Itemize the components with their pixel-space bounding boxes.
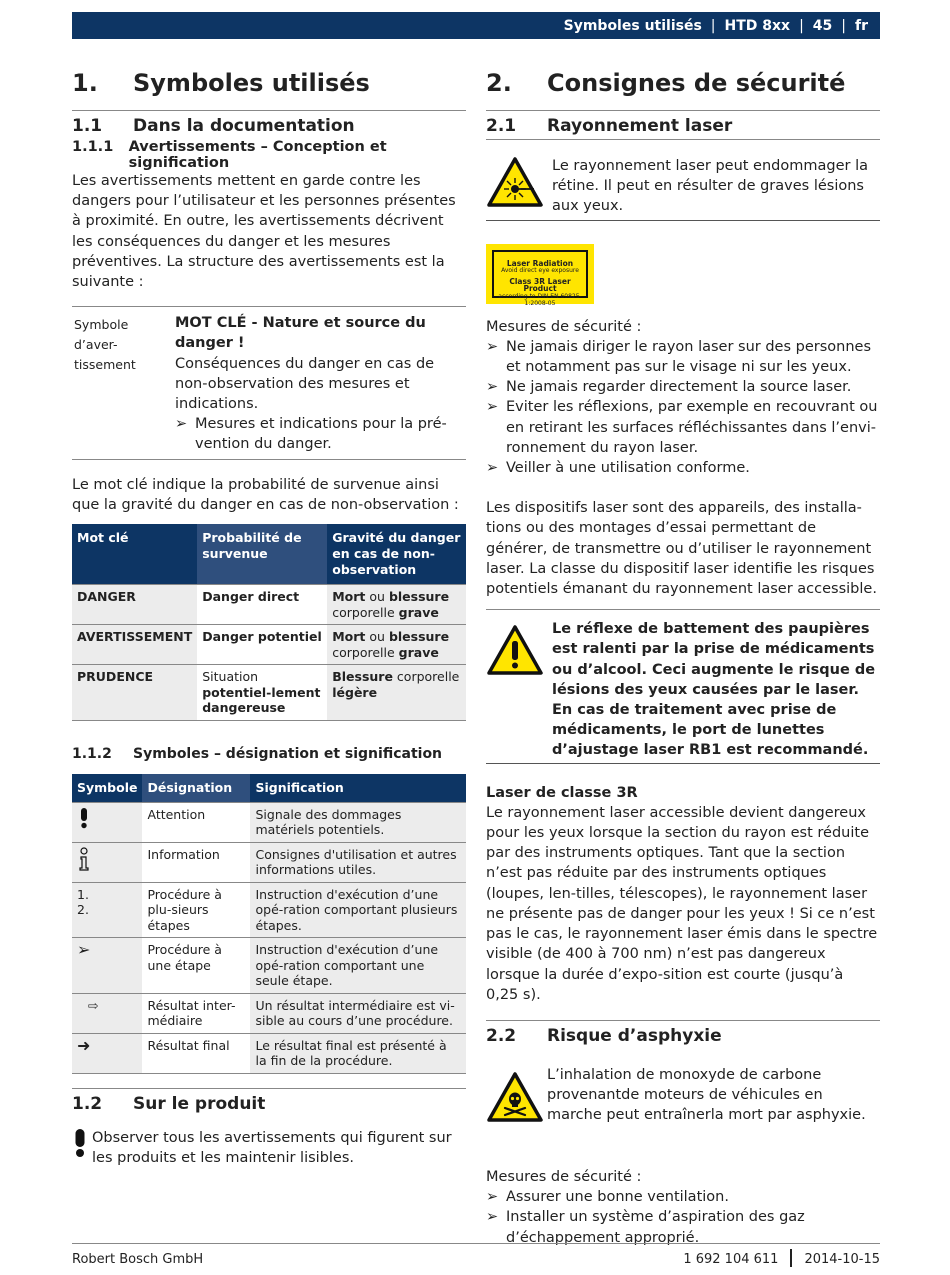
header-separator: | bbox=[799, 17, 804, 34]
heading-title: Symboles – désignation et signification bbox=[133, 745, 443, 762]
cell-text: corporelle bbox=[332, 604, 399, 620]
heading-title: Rayonnement laser bbox=[547, 116, 733, 136]
table-header: Gravité du danger en cas de non-observation bbox=[327, 524, 466, 585]
table-cell: Procédure à plu-sieurs étapes bbox=[142, 882, 250, 938]
info-icon bbox=[77, 859, 91, 874]
table-cell: Un résultat intermédiaire est vi-sible au cours d’une procédure. bbox=[250, 993, 466, 1033]
list-item bbox=[486, 1187, 880, 1207]
arrow-icon: ➢ bbox=[486, 1209, 499, 1226]
symbols-table bbox=[72, 774, 466, 1074]
laser-warning-text: Le rayonnement laser peut endommager la rétine. Il peut en résulter de graves lésions aux yeux. bbox=[552, 158, 868, 215]
arrow-icon: ➢ bbox=[486, 460, 499, 477]
table-cell: Instruction d'exécution d’une opé-ration comportant plusieurs étapes. bbox=[250, 882, 466, 938]
class-text: Le rayonnement laser accessible devient dangereux pour les yeux lorsque la section du rayon est réduite par des instruments optiques. Tant que la section n’est pas réduite par des instruments optiques (loupes, len-tilles, télescopes), le rayonnement laser ne présente pas de danger pour les yeux ! Si ce n’est pas le cas, le rayonnement laser émis dans le spectre visible (de 400 à 700 nm) n’est pas dangereux lorsque la durée d’expo-sition est courte (jusqu’à 0,25 s). bbox=[486, 804, 878, 1003]
table-row bbox=[72, 625, 466, 665]
heading-asphyxia bbox=[486, 1020, 880, 1049]
footer-company: Robert Bosch GmbH bbox=[72, 1252, 204, 1267]
heading-title: Avertissements – Conception et signification bbox=[128, 139, 387, 171]
label-line: Class 3R Laser Product bbox=[509, 276, 571, 294]
cell-text: grave bbox=[398, 644, 439, 660]
heading-number: 1.1 bbox=[72, 116, 103, 136]
cell-text: corporelle bbox=[332, 644, 399, 660]
list-item bbox=[486, 337, 880, 377]
footer-doc-number: 1 692 104 611 bbox=[683, 1252, 779, 1267]
table-header: Mot clé bbox=[72, 524, 197, 585]
cell-text: Danger direct bbox=[202, 589, 300, 605]
list-item bbox=[486, 458, 880, 478]
cell-text: potentiel-lement dangereuse bbox=[202, 684, 321, 716]
table-cell: Le résultat final est présenté à la fin de la procédure. bbox=[250, 1033, 466, 1073]
table-header: Désignation bbox=[142, 774, 250, 803]
list-item-text: Eviter les réflexions, par exemple en recouvrant ou en retirant les surfaces réfléchissantes dans l’envi-ronnement du rayon laser. bbox=[506, 399, 878, 456]
blink-warning-text: Le réflexe de battement des paupières est ralenti par la prise de médicaments ou d’alcool. Ceci augmente le risque de lésions des yeux causées par le laser. En cas de traitement avec prise de médicaments, le port de lunettes d’ajustage laser RB1 est recommandé. bbox=[552, 621, 876, 759]
cell-text: légère bbox=[332, 684, 378, 700]
bold-arrow-icon: ➜ bbox=[77, 1035, 91, 1055]
heading-laser bbox=[486, 110, 880, 140]
table-row bbox=[72, 993, 466, 1033]
heading-number: 1.1.2 bbox=[72, 745, 112, 762]
exclamation-icon bbox=[72, 1128, 92, 1168]
table-cell: PRUDENCE bbox=[72, 665, 197, 721]
table-cell: Procédure à une étape bbox=[142, 938, 250, 994]
page-footer bbox=[72, 1243, 880, 1267]
list-item-text: Ne jamais diriger le rayon laser sur des personnes et notamment pas sur le visage ni sur les yeux. bbox=[506, 338, 871, 376]
heading-documentation bbox=[72, 110, 466, 139]
laser-devices-text: Les dispositifs laser sont des appareils, des installa-tions ou des montages d’essai permettant de générer, de transmettre ou d’utiliser le rayonnement laser. La classe du dispositif laser identifie les risques potentiels émanant du rayonnement laser accessible. bbox=[486, 500, 877, 598]
laser-label-content bbox=[492, 250, 588, 308]
warning-structure-line3: Mesures et indications pour la pré-vention du danger. bbox=[195, 416, 447, 453]
outline-arrow-icon: ⇨ bbox=[88, 997, 99, 1013]
table-row bbox=[72, 842, 466, 882]
list-item-text: Installer un système d’aspiration des gaz d’échappement approprié. bbox=[506, 1209, 805, 1246]
header-page-number: 45 bbox=[812, 17, 833, 34]
arrow-icon: ➢ bbox=[486, 399, 499, 416]
cell-text: blessure bbox=[388, 629, 450, 645]
header-separator: | bbox=[710, 17, 716, 34]
list-item-text: Assurer une bonne ventilation. bbox=[506, 1189, 729, 1206]
measures-title: Mesures de sécurité : bbox=[486, 318, 642, 335]
list-item-text: Veiller à une utilisation conforme. bbox=[506, 460, 750, 477]
table-cell: Résultat inter-médiaire bbox=[142, 993, 250, 1033]
measures-list bbox=[486, 337, 880, 478]
warning-structure-box bbox=[72, 306, 466, 459]
page-header bbox=[72, 12, 880, 39]
heading-number: 1.1.1 bbox=[72, 139, 114, 155]
table-cell bbox=[72, 938, 142, 994]
heading-number: 1.2 bbox=[72, 1093, 103, 1114]
header-separator: | bbox=[841, 17, 846, 34]
heading-safety bbox=[486, 66, 880, 100]
table-cell bbox=[327, 585, 466, 625]
measures2-title: Mesures de sécurité : bbox=[486, 1168, 642, 1185]
warning-structure-measure bbox=[175, 414, 466, 454]
cell-text: Situation bbox=[202, 669, 259, 685]
heading-symbols bbox=[72, 66, 466, 100]
table-cell: Information bbox=[142, 842, 250, 882]
table-cell bbox=[327, 665, 466, 721]
label-line: Laser Radiation bbox=[506, 258, 574, 268]
table-cell bbox=[197, 625, 327, 665]
table-cell: 1. 2. bbox=[72, 882, 142, 938]
table-cell bbox=[197, 585, 327, 625]
exclamation-icon bbox=[77, 817, 91, 832]
table-cell bbox=[327, 625, 466, 665]
arrow-icon: ➢ bbox=[486, 1189, 499, 1206]
header-section: Symboles utilisés bbox=[563, 17, 702, 34]
table-header: Signification bbox=[250, 774, 466, 803]
product-note-text: Observer tous les avertissements qui figurent sur les produits et les maintenir lisibles. bbox=[92, 1129, 452, 1166]
header-product: HTD 8xx bbox=[724, 17, 791, 34]
arrow-icon: ➢ bbox=[486, 338, 499, 355]
asphyxia-warning-text: L’inhalation de monoxyde de carbone provenantde moteurs de véhicules en marche peut entraînerla mort par asphyxie. bbox=[547, 1066, 866, 1124]
table-cell: Signale des dommages matériels potentiels. bbox=[250, 802, 466, 842]
table-row bbox=[72, 585, 466, 625]
cell-text: ou bbox=[365, 629, 389, 645]
cell-text: Mort bbox=[332, 589, 366, 605]
cell-text: grave bbox=[398, 604, 439, 620]
arrow-icon: ➢ bbox=[175, 416, 188, 433]
arrow-icon: ➢ bbox=[486, 379, 499, 396]
table-cell bbox=[197, 665, 327, 721]
table-row bbox=[72, 665, 466, 721]
table-header: Probabilité de survenue bbox=[197, 524, 327, 585]
left-column bbox=[72, 66, 466, 1168]
cell-text: Blessure bbox=[332, 669, 393, 685]
heading-number: 2.2 bbox=[486, 1025, 517, 1046]
table-cell: Instruction d'exécution d’une opé-ration comportant une seule étape. bbox=[250, 938, 466, 994]
heading-product bbox=[72, 1088, 466, 1117]
heading-title: Symboles utilisés bbox=[133, 69, 370, 97]
warning-structure-body bbox=[175, 313, 466, 454]
class-title: Laser de classe 3R bbox=[486, 784, 638, 801]
measures2-list bbox=[486, 1187, 880, 1248]
cell-text: corporelle bbox=[392, 669, 460, 685]
table-cell bbox=[72, 802, 142, 842]
product-note bbox=[72, 1128, 466, 1168]
heading-title: Sur le produit bbox=[133, 1093, 266, 1114]
heading-title: Risque d’asphyxie bbox=[547, 1025, 722, 1046]
table-header: Symbole bbox=[72, 774, 142, 803]
heading-title: Consignes de sécurité bbox=[547, 69, 846, 97]
laser-class-label bbox=[486, 244, 594, 308]
warning-structure-line1: MOT CLÉ - Nature et source du danger ! bbox=[175, 315, 426, 352]
cell-text: Danger potentiel bbox=[202, 629, 322, 645]
label-line: Avoid direct eye exposure bbox=[501, 267, 579, 275]
footer-date: 2014-10-15 bbox=[804, 1252, 880, 1267]
asphyxia-warning bbox=[486, 1065, 880, 1127]
table-cell: Résultat final bbox=[142, 1033, 250, 1073]
blink-warning bbox=[486, 609, 880, 763]
heading-title: Dans la documentation bbox=[133, 116, 355, 136]
cell-text: ou bbox=[365, 589, 389, 605]
keyword-intro: Le mot clé indique la probabilité de survenue ainsi que la gravité du danger en cas de non-observation : bbox=[72, 476, 459, 513]
table-cell bbox=[72, 842, 142, 882]
list-item bbox=[486, 1207, 880, 1247]
table-cell: AVERTISSEMENT bbox=[72, 625, 197, 665]
cell-text: Mort bbox=[332, 629, 366, 645]
laser-warning bbox=[486, 156, 880, 221]
table-cell: Consignes d'utilisation et autres informations utiles. bbox=[250, 842, 466, 882]
table-row bbox=[72, 882, 466, 938]
warning-triangle-icon bbox=[486, 619, 552, 760]
label-line: according to DIN EN 60825-1:2008-05 bbox=[498, 292, 582, 308]
footer-meta bbox=[683, 1252, 880, 1267]
list-item-text: Ne jamais regarder directement la source laser. bbox=[506, 379, 852, 396]
footer-divider bbox=[790, 1249, 792, 1267]
cell-text: blessure bbox=[388, 589, 450, 605]
heading-symbol-designation bbox=[72, 746, 466, 762]
table-header-row bbox=[72, 524, 466, 585]
table-row bbox=[72, 1033, 466, 1073]
arrowhead-icon: ➢ bbox=[77, 940, 91, 960]
table-cell: Attention bbox=[142, 802, 250, 842]
table-cell: DANGER bbox=[72, 585, 197, 625]
list-item bbox=[486, 377, 880, 397]
warning-structure-label: Symbole d’aver-tissement bbox=[74, 317, 136, 373]
table-cell bbox=[72, 1033, 142, 1073]
table-header-row bbox=[72, 774, 466, 803]
warnings-intro: Les avertissements mettent en garde contre les dangers pour l’utilisateur et les personnes présentes à proximité. En outre, les avertissements décrivent les conséquences du danger et les mesures préventives. La structure des avertissements est la suivante : bbox=[72, 173, 456, 291]
table-row bbox=[72, 938, 466, 994]
toxic-hazard-icon bbox=[486, 1065, 547, 1127]
keyword-table bbox=[72, 524, 466, 721]
table-row bbox=[72, 802, 466, 842]
laser-hazard-icon bbox=[486, 156, 552, 217]
header-language: fr bbox=[855, 17, 868, 34]
right-column bbox=[486, 66, 880, 1248]
heading-number: 1. bbox=[72, 69, 98, 97]
heading-number: 2.1 bbox=[486, 116, 517, 136]
heading-warnings bbox=[72, 139, 466, 171]
list-item bbox=[486, 397, 880, 458]
table-cell bbox=[72, 993, 142, 1033]
heading-number: 2. bbox=[486, 69, 512, 97]
warning-structure-line2: Conséquences du danger en cas de non-observation des mesures et indications. bbox=[175, 355, 435, 413]
